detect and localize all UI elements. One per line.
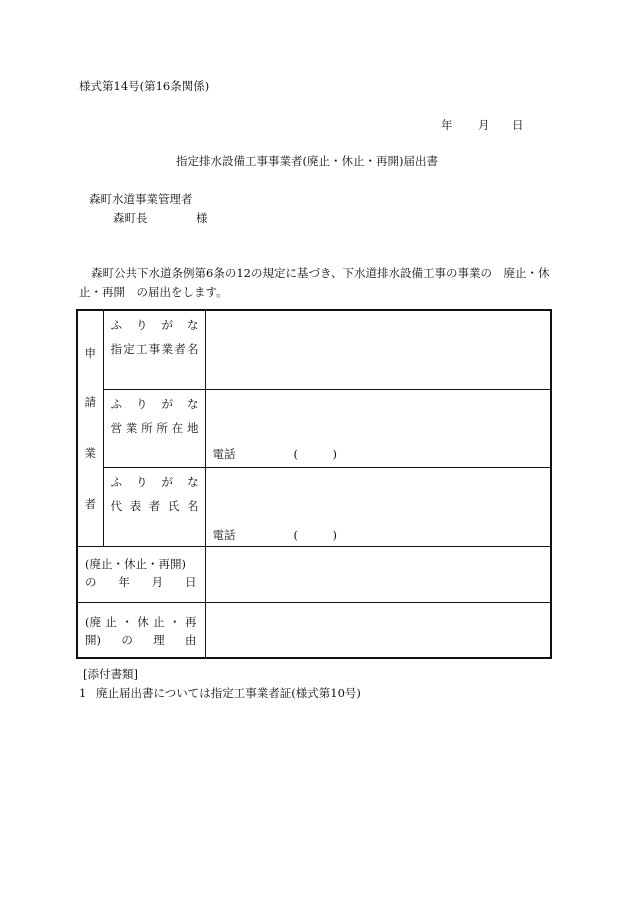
applicant-label-char: 申 <box>84 346 96 360</box>
applicant-label-cell <box>77 310 103 546</box>
body-text-line1: 森町公共下水道条例第6条の12の規定に基づき、下水道排水設備工事の事業の 廃止・休 <box>91 266 550 280</box>
date-month: 月 <box>478 118 490 132</box>
contractor-name-label: 指 定 工 事 業 者 名 <box>110 342 199 356</box>
applicant-label-char: 請 <box>84 395 96 409</box>
contractor-name-label-cell <box>103 310 205 389</box>
contractor-name-field[interactable] <box>205 310 551 389</box>
reason-row-label-line2: 開) の 理 由 <box>85 632 197 647</box>
reason-row-label-cell <box>77 602 205 658</box>
attachment-item-text: 廃止届出書については指定工事業者証(様式第10号) <box>96 686 361 700</box>
phone-paren-open: ( <box>293 446 298 461</box>
date-row-label-line2: の 年 月 日 <box>85 574 197 589</box>
date-row-label-line1: (廃止・休止・再開) <box>85 556 186 571</box>
attachments-heading: [添付書類] <box>83 667 138 681</box>
form-title: 指定排水設備工事事業者(廃止・休止・再開)届出書 <box>176 154 438 168</box>
application-form-table <box>76 309 552 659</box>
representative-name-field[interactable] <box>205 467 551 546</box>
phone-paren-close: ) <box>332 527 337 542</box>
date-day: 日 <box>512 118 524 132</box>
phone-label: 電話 <box>212 446 236 461</box>
phone-paren-open: ( <box>293 527 298 542</box>
office-location-label-cell <box>103 389 205 467</box>
date-field[interactable] <box>205 546 551 602</box>
form-number: 様式第14号(第16条関係) <box>79 79 210 93</box>
applicant-label-char: 者 <box>84 497 96 511</box>
phone-paren-close: ) <box>332 446 337 461</box>
reason-field[interactable] <box>205 602 551 658</box>
reason-row-label-line1: (廃 止 ・ 休 止 ・ 再 <box>85 614 197 629</box>
phone-label: 電話 <box>212 527 236 542</box>
attachment-item-number: 1 <box>79 686 87 700</box>
addressee-line2: 森町長 <box>113 211 148 225</box>
furigana-label: ふ り が な <box>110 474 199 489</box>
furigana-label: ふ り が な <box>110 396 199 411</box>
addressee-honorific: 様 <box>196 211 208 225</box>
representative-label-cell <box>103 467 205 546</box>
applicant-label-char: 業 <box>84 446 96 460</box>
office-location-field[interactable] <box>205 389 551 467</box>
addressee-line1: 森町水道事業管理者 <box>89 192 193 206</box>
furigana-label: ふ り が な <box>110 318 199 332</box>
body-text-line2: 止・再開 の届出をします。 <box>79 285 228 299</box>
office-location-label: 営 業 所 所 在 地 <box>110 420 199 435</box>
date-year: 年 <box>441 118 453 132</box>
date-row-label-cell <box>77 546 205 602</box>
representative-name-label: 代 表 者 氏 名 <box>110 498 199 513</box>
